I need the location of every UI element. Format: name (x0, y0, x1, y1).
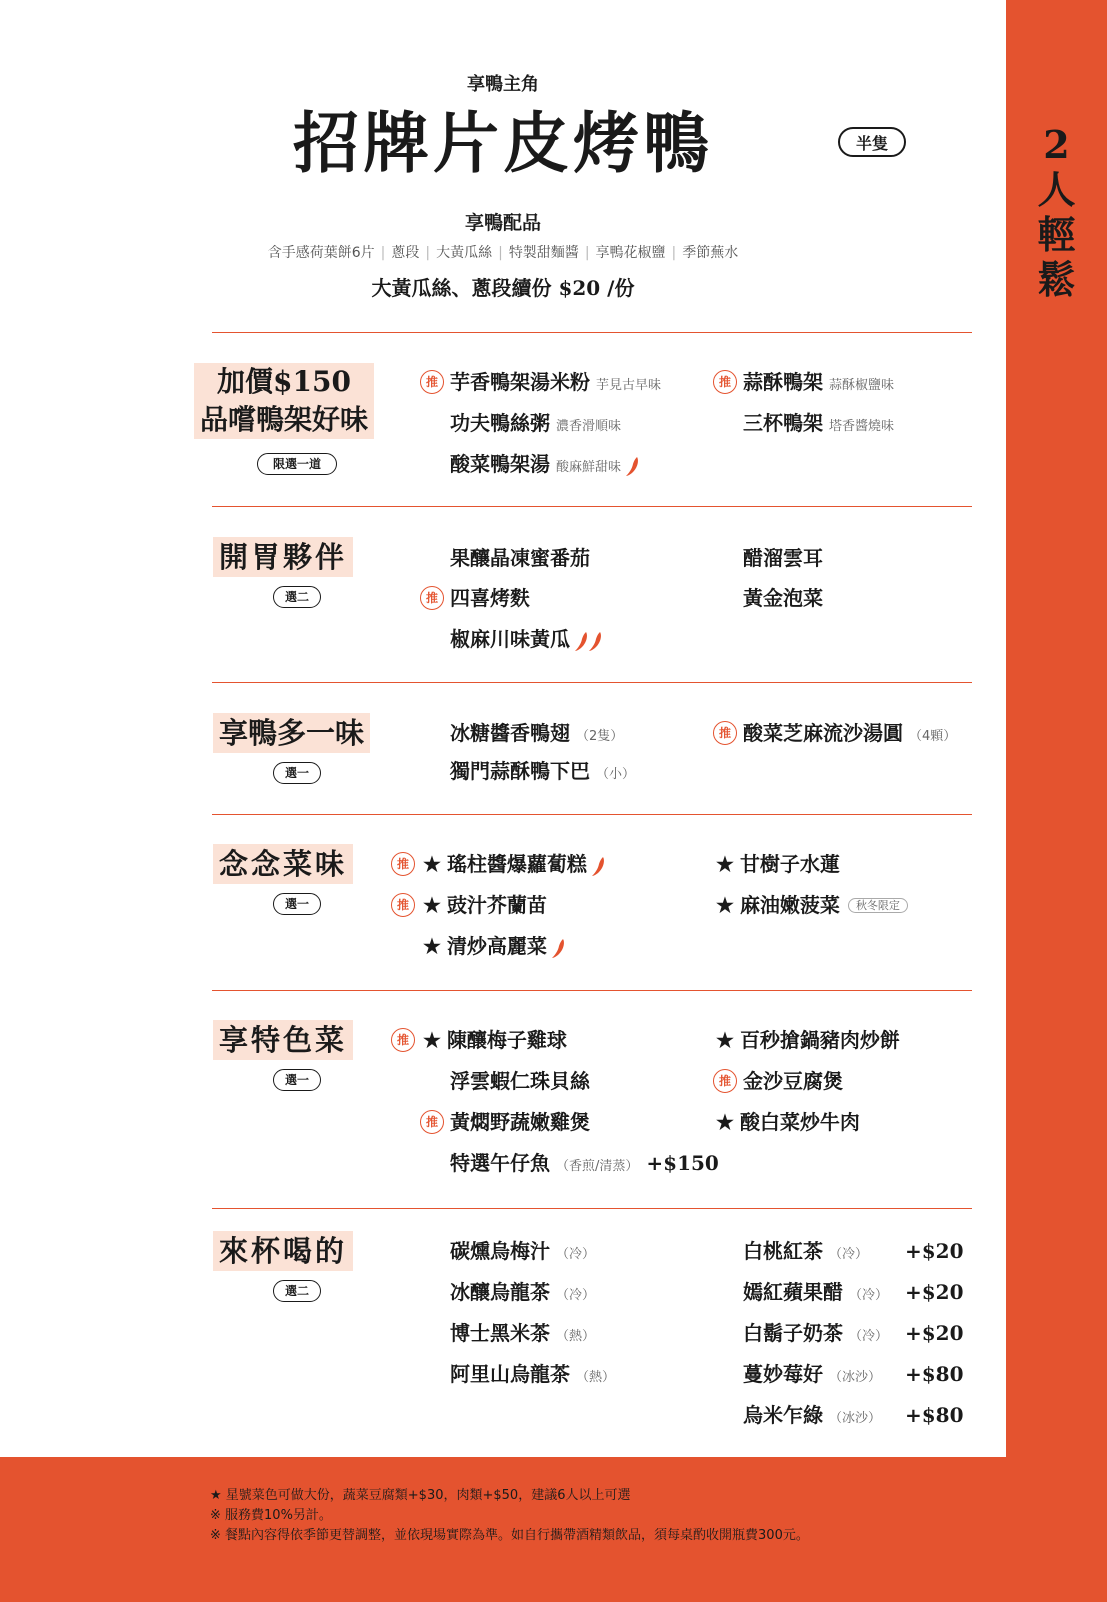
half-badge: 半隻 (838, 127, 906, 157)
seasonal-tag: 秋冬限定 (848, 898, 908, 913)
menu-item (450, 584, 530, 612)
refill-price: 大黃瓜絲、蔥段續份 $20 /份 (371, 276, 635, 300)
item-note: （冷） (849, 1288, 889, 1303)
recommend-badge: 推 (391, 852, 415, 876)
star-icon: ★ (716, 1110, 734, 1134)
item-name: 白鬍子奶茶 (743, 1321, 843, 1345)
recommend-badge: 推 (713, 721, 737, 745)
side-label (1006, 122, 1107, 302)
chili-icon (591, 855, 607, 877)
item-name: 獨門蒜酥鴨下巴 (450, 759, 590, 783)
section-title-appetizer: 開胃夥伴 (213, 537, 353, 577)
item-name: 酸菜鴨架湯 (450, 452, 550, 476)
item-name: 三杯鴨架 (743, 411, 823, 435)
footer-note: ★ 星號菜色可做大份，蔬菜豆腐類+$30，肉類+$50，建議6人以上可選 (210, 1488, 631, 1503)
menu-item (716, 850, 840, 878)
item-note: （冷） (556, 1247, 596, 1262)
item-note: 蒜酥椒鹽味 (829, 378, 895, 393)
included-item: 含手感荷葉餅6片 (267, 245, 375, 261)
menu-item (423, 1026, 567, 1054)
item-note: 酸麻鮮甜味 (556, 460, 622, 475)
item-note: （熱） (556, 1329, 596, 1344)
item-name: 浮雲蝦仁珠貝絲 (450, 1069, 590, 1093)
menu-item (450, 719, 623, 751)
side-label-char: 2 (1043, 122, 1070, 167)
menu-item (450, 1360, 615, 1392)
star-icon: ★ (423, 893, 441, 917)
menu-item (450, 544, 590, 572)
menu-item (743, 1401, 881, 1433)
item-note: 芋見古早味 (596, 378, 662, 393)
item-price: +$20 (905, 1321, 964, 1345)
included-item: 特製甜麵醬 (508, 245, 579, 261)
item-name: 黃燜野蔬嫩雞煲 (450, 1110, 590, 1134)
item-note: 塔香醬燒味 (829, 419, 895, 434)
side-label-char: 鬆 (1037, 257, 1076, 302)
section-title-drinks: 來杯喝的 (213, 1231, 353, 1271)
recommend-badge: 推 (713, 370, 737, 394)
item-name: 博士黑米茶 (450, 1321, 550, 1345)
menu-item (450, 625, 604, 653)
menu-item (450, 1278, 595, 1310)
star-icon: ★ (716, 852, 734, 876)
menu-item (423, 932, 567, 960)
item-price: +$150 (646, 1151, 719, 1175)
item-name: 蔓妙莓好 (743, 1362, 823, 1386)
recommend-badge: 推 (420, 586, 444, 610)
section-divider (212, 332, 972, 333)
item-name: 蒜酥鴨架 (743, 370, 823, 394)
item-name: 瑤柱醬爆蘿蔔糕 (446, 852, 587, 876)
section-title-veg: 念念菜味 (213, 844, 353, 884)
chili-icon (588, 630, 604, 652)
star-icon: ★ (716, 893, 734, 917)
item-name: 芋香鴨架湯米粉 (450, 370, 590, 394)
item-name: 豉汁芥蘭苗 (446, 893, 547, 917)
recommend-badge: 推 (391, 893, 415, 917)
page-title: 招牌片皮烤鴨 (293, 104, 713, 182)
menu-item (743, 584, 823, 612)
included-item: 季節蕪水 (682, 245, 739, 261)
item-price: +$20 (905, 1280, 964, 1304)
recommend-badge: 推 (420, 370, 444, 394)
menu-item (450, 409, 621, 441)
menu-item (743, 544, 823, 572)
item-note: （冰沙） (829, 1370, 882, 1385)
choice-badge: 選一 (273, 1069, 321, 1091)
included-item: 享鴨花椒鹽 (595, 245, 666, 261)
item-name: 果釀晶凍蜜番茄 (450, 546, 590, 570)
divider: | (498, 245, 503, 261)
choice-badge: 限選一道 (257, 453, 337, 475)
item-name: 百秒搶鍋豬肉炒餅 (739, 1028, 900, 1052)
item-name: 醋溜雲耳 (743, 546, 823, 570)
divider: | (425, 245, 431, 261)
section-divider (212, 814, 972, 815)
divider: | (671, 245, 677, 261)
divider: | (380, 245, 386, 261)
menu-item (450, 1237, 595, 1269)
footer-notes (210, 1486, 809, 1546)
item-name: 白桃紅茶 (743, 1239, 823, 1263)
footer-note: ※ 服務費10%另計。 (210, 1508, 332, 1523)
footer-note: ※ 餐點內容得依季節更替調整，並依現場實際為準。如自行攜帶酒精類飲品，須每桌酌收開瓶費300元。 (210, 1528, 809, 1543)
item-name: 甘樹子水蓮 (739, 852, 840, 876)
menu-item (423, 891, 547, 919)
menu-item (450, 1108, 590, 1136)
section-divider (212, 682, 972, 683)
menu-item (743, 1360, 881, 1392)
item-name: 金沙豆腐煲 (743, 1069, 843, 1093)
menu-item (450, 1067, 590, 1095)
menu-item (743, 1237, 868, 1269)
menu-item (743, 1278, 888, 1310)
included-item: 蔥段 (391, 245, 420, 261)
side-label-char: 輕 (1037, 212, 1076, 257)
star-icon: ★ (423, 934, 441, 958)
menu-item (743, 409, 894, 441)
item-price: +$80 (905, 1362, 964, 1386)
item-name: 冰糖醬香鴨翅 (450, 721, 570, 745)
section-divider (212, 1208, 972, 1209)
section-title-duck-frame (194, 363, 374, 439)
menu-item (743, 719, 956, 751)
choice-badge: 選二 (273, 586, 321, 608)
chili-icon (625, 455, 641, 477)
star-icon: ★ (423, 852, 441, 876)
header-eyebrow: 享鴨主角 (467, 74, 539, 95)
menu-item (450, 368, 661, 400)
item-name: 功夫鴨絲粥 (450, 411, 550, 435)
item-note: （冷） (849, 1329, 889, 1344)
section-divider (212, 506, 972, 507)
item-note: （小） (596, 767, 636, 782)
item-name: 冰釀烏龍茶 (450, 1280, 550, 1304)
section-title-line: 加價$150 (217, 365, 351, 398)
divider: | (584, 245, 590, 261)
item-name: 陳釀梅子雞球 (446, 1028, 567, 1052)
item-name: 麻油嫩菠菜 (739, 893, 840, 917)
item-price: +$20 (905, 1239, 964, 1263)
menu-item (716, 1108, 860, 1136)
recommend-badge: 推 (391, 1028, 415, 1052)
included-heading: 享鴨配品 (464, 212, 541, 234)
item-name: 清炒高麗菜 (446, 934, 547, 958)
item-name: 酸菜芝麻流沙湯圓 (743, 721, 903, 745)
menu-item (450, 757, 635, 789)
menu-item (716, 891, 908, 920)
section-divider (212, 990, 972, 991)
item-name: 椒麻川味黃瓜 (450, 627, 570, 651)
item-name: 四喜烤麩 (450, 586, 530, 610)
menu-item (450, 450, 641, 482)
item-name: 特選午仔魚 (450, 1151, 550, 1175)
menu-item (743, 368, 894, 400)
item-note: （冷） (556, 1288, 596, 1303)
item-name: 烏米乍綠 (743, 1403, 823, 1427)
choice-badge: 選二 (273, 1280, 321, 1302)
menu-item (716, 1026, 900, 1054)
item-note: 濃香滑順味 (556, 419, 622, 434)
chili-icon (551, 937, 567, 959)
recommend-badge: 推 (420, 1110, 444, 1134)
menu-item (423, 850, 607, 878)
recommend-badge: 推 (713, 1069, 737, 1093)
included-item: 大黃瓜絲 (436, 245, 493, 261)
menu-item (743, 1319, 888, 1351)
item-note: （冷） (829, 1247, 869, 1262)
menu-item (450, 1319, 595, 1351)
item-note: （熱） (576, 1370, 616, 1385)
included-items (0, 242, 1006, 262)
item-name: 阿里山烏龍茶 (450, 1362, 570, 1386)
item-name: 酸白菜炒牛肉 (739, 1110, 860, 1134)
item-price: +$80 (905, 1403, 964, 1427)
item-note: （冰沙） (829, 1411, 882, 1426)
choice-badge: 選一 (273, 762, 321, 784)
side-label-char: 人 (1037, 167, 1076, 212)
section-title-extra: 享鴨多一味 (213, 713, 370, 753)
star-icon: ★ (423, 1028, 441, 1052)
item-note: （2隻） (576, 729, 624, 744)
section-title-special: 享特色菜 (213, 1020, 353, 1060)
choice-badge: 選一 (273, 893, 321, 915)
section-title-line: 品嚐鴨架好味 (200, 403, 369, 436)
item-note: （香煎/清蒸） (556, 1159, 639, 1174)
item-name: 黃金泡菜 (743, 586, 823, 610)
menu-item (743, 1067, 843, 1095)
menu-item (450, 1149, 719, 1181)
item-name: 碳燻烏梅汁 (450, 1239, 550, 1263)
item-note: （4顆） (909, 729, 957, 744)
item-name: 嫣紅蘋果醋 (743, 1280, 843, 1304)
star-icon: ★ (716, 1028, 734, 1052)
